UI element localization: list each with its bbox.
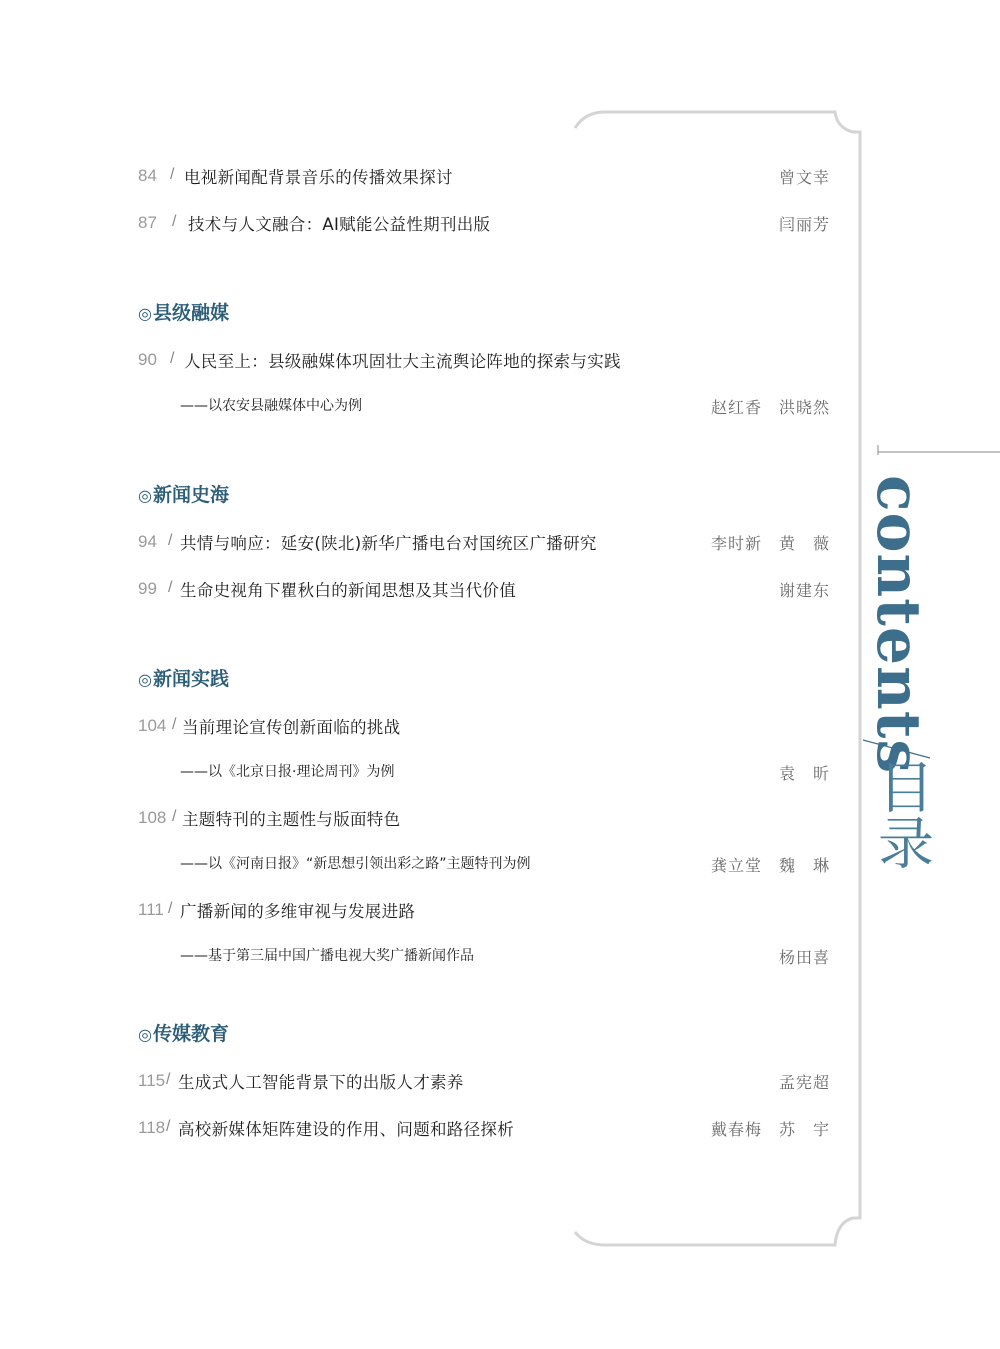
page-number: 118 xyxy=(138,1118,166,1137)
page-number: 115 xyxy=(138,1071,166,1090)
section-marker: ◎ xyxy=(138,1025,152,1044)
page-number: 94 xyxy=(138,532,157,551)
slash-separator: / xyxy=(172,716,177,733)
article-subtitle: ——以《河南日报》“新思想引领出彩之路”主题特刊为例 xyxy=(180,856,531,872)
page-number: 108 xyxy=(138,808,167,827)
article-author: 戴春梅 苏 宇 xyxy=(710,1120,830,1139)
toc-entry[interactable] xyxy=(138,162,830,192)
section-heading-news-practice xyxy=(138,664,229,694)
article-title: 高校新媒体矩阵建设的作用、问题和路径探析 xyxy=(178,1120,514,1139)
toc-subline xyxy=(180,758,830,786)
slash-separator: / xyxy=(172,808,177,825)
article-author: 曾文幸 xyxy=(778,168,830,187)
toc-entry[interactable] xyxy=(138,575,830,605)
section-title: 新闻史海 xyxy=(152,484,229,506)
article-title: 主题特刊的主题性与版面特色 xyxy=(182,810,401,829)
slash-separator: / xyxy=(170,350,175,367)
article-author: 龚立堂 魏 琳 xyxy=(710,856,830,875)
section-heading-news-history xyxy=(138,480,229,510)
mulu-text: 目录 xyxy=(869,758,934,870)
page-number: 90 xyxy=(138,350,157,369)
article-author: 李时新 黄 薇 xyxy=(710,534,830,553)
toc-entry[interactable] xyxy=(138,346,830,376)
toc-entry[interactable] xyxy=(138,804,830,834)
slash-separator: / xyxy=(170,166,175,183)
slash-separator: / xyxy=(172,213,177,230)
section-title: 新闻实践 xyxy=(152,668,229,690)
page-number: 99 xyxy=(138,579,157,598)
toc-entry[interactable] xyxy=(138,209,830,239)
article-author: 闫丽芳 xyxy=(778,215,830,234)
slash-separator: / xyxy=(168,900,173,917)
toc-subline xyxy=(180,392,830,420)
slash-separator: / xyxy=(166,1071,171,1088)
toc-subline xyxy=(180,942,830,970)
article-subtitle: ——基于第三届中国广播电视大奖广播新闻作品 xyxy=(180,948,474,964)
section-heading-county-media xyxy=(138,298,229,328)
slash-separator: / xyxy=(168,579,173,596)
mulu-label xyxy=(866,758,936,870)
article-author: 杨田喜 xyxy=(778,948,830,967)
page-number: 87 xyxy=(138,213,157,232)
article-title: 广播新闻的多维审视与发展进路 xyxy=(180,902,416,921)
toc-entry[interactable] xyxy=(138,1114,830,1144)
article-title: 技术与人文融合：AI赋能公益性期刊出版 xyxy=(188,215,491,234)
article-title: 电视新闻配背景音乐的传播效果探讨 xyxy=(184,168,453,187)
article-title: 共情与响应：延安(陕北)新华广播电台对国统区广播研究 xyxy=(180,534,597,553)
section-title: 传媒教育 xyxy=(152,1023,229,1045)
section-title: 县级融媒 xyxy=(152,302,229,324)
slash-separator: / xyxy=(166,1118,171,1135)
article-author: 袁 昕 xyxy=(778,764,830,783)
article-author: 赵红香 洪晓然 xyxy=(710,398,830,417)
page-number: 104 xyxy=(138,716,167,735)
section-heading-media-education xyxy=(138,1019,229,1049)
toc-entry[interactable] xyxy=(138,712,830,742)
article-author: 谢建东 xyxy=(778,581,830,600)
section-marker: ◎ xyxy=(138,670,152,689)
article-title: 当前理论宣传创新面临的挑战 xyxy=(182,718,401,737)
page-number: 111 xyxy=(138,900,164,919)
slash-separator: / xyxy=(168,532,173,549)
page-number: 84 xyxy=(138,166,157,185)
toc-entry[interactable] xyxy=(138,1067,830,1097)
toc-entry[interactable] xyxy=(138,528,830,558)
toc-subline xyxy=(180,850,830,878)
toc-entry[interactable] xyxy=(138,896,830,926)
article-subtitle: ——以《北京日报·理论周刊》为例 xyxy=(180,764,395,780)
section-marker: ◎ xyxy=(138,304,152,323)
article-subtitle: ——以农安县融媒体中心为例 xyxy=(180,398,362,414)
article-author: 孟宪超 xyxy=(778,1073,830,1092)
article-title: 生成式人工智能背景下的出版人才素养 xyxy=(178,1073,464,1092)
article-title: 人民至上：县级融媒体巩固壮大主流舆论阵地的探索与实践 xyxy=(184,352,621,371)
section-marker: ◎ xyxy=(138,486,152,505)
article-title: 生命史视角下瞿秋白的新闻思想及其当代价值 xyxy=(180,581,516,600)
contents-label: contents xyxy=(863,475,933,775)
